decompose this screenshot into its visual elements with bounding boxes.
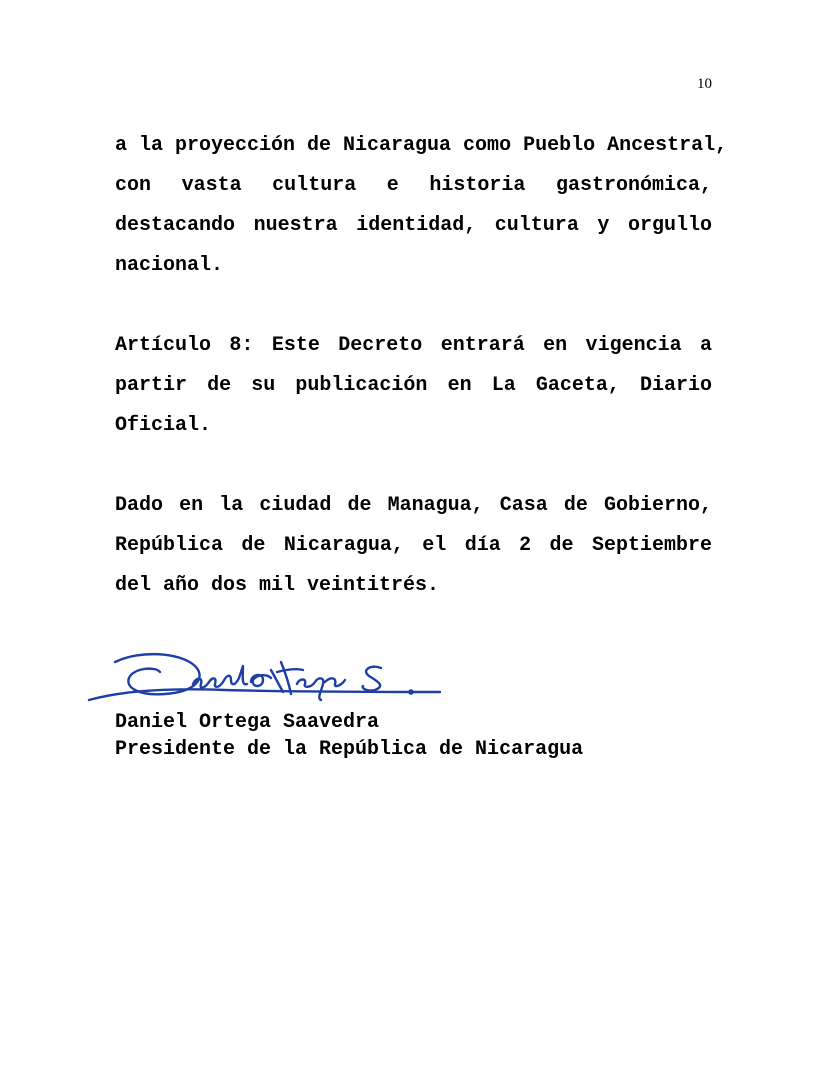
handwritten-signature xyxy=(85,648,445,710)
text-line: nacional. xyxy=(115,254,224,277)
text-line: partir de su publicación en La Gaceta, Diario xyxy=(115,374,712,397)
text-line: del año dos mil veintitrés. xyxy=(115,574,440,597)
text-line: Artículo 8: Este Decreto entrará en vigencia a xyxy=(115,334,712,357)
document-body xyxy=(115,126,728,646)
text-line: Oficial. xyxy=(115,414,212,437)
signer-name: Daniel Ortega Saavedra xyxy=(115,711,380,734)
paragraph-article-8 xyxy=(115,326,712,446)
text-line: con vasta cultura e historia gastronómica, xyxy=(115,174,712,197)
paragraph-given-in xyxy=(115,486,712,606)
text-line: Dado en la ciudad de Managua, Casa de Gobierno, xyxy=(115,494,712,517)
text-line: destacando nuestra identidad, cultura y orgullo xyxy=(115,214,712,237)
paragraph-closing-clause xyxy=(115,126,728,286)
text-line: República de Nicaragua, el día 2 de Septiembre xyxy=(115,534,712,557)
signer-title: Presidente de la República de Nicaragua xyxy=(115,738,584,761)
text-line: a la proyección de Nicaragua como Pueblo Ancestral, xyxy=(115,134,728,157)
page-number: 10 xyxy=(697,76,712,92)
signature-block xyxy=(115,709,583,763)
